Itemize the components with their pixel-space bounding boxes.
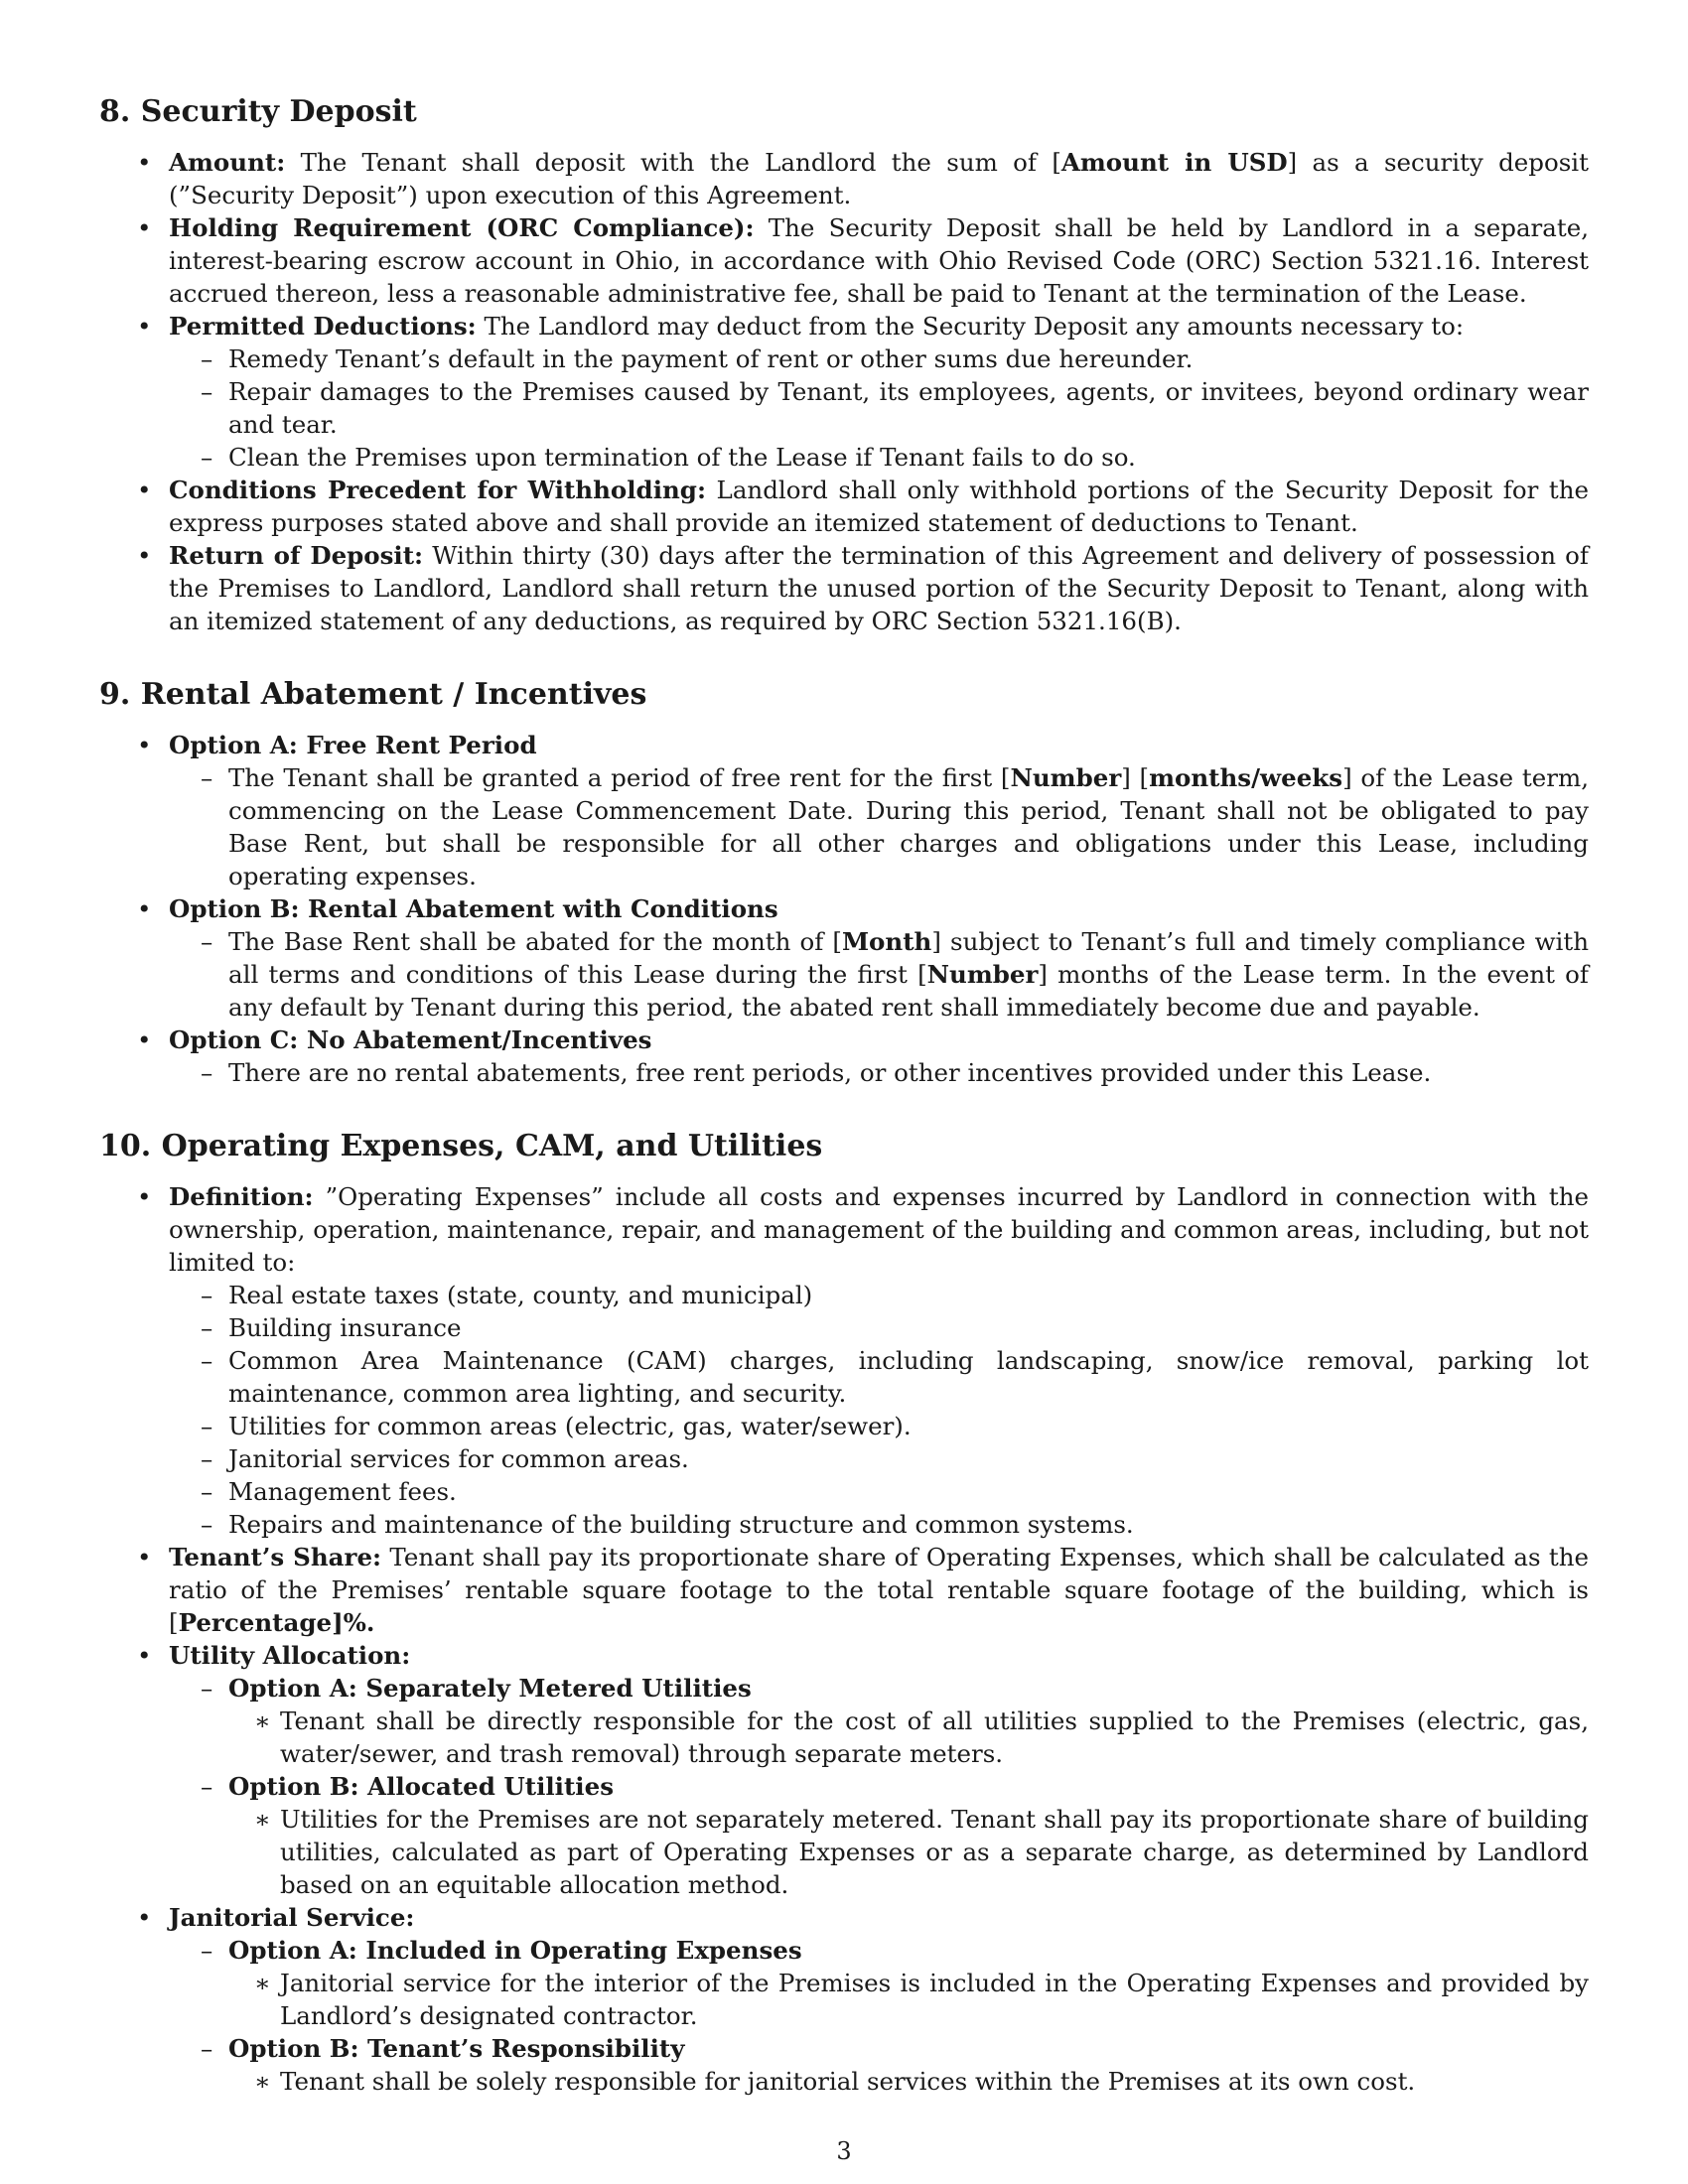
bullet-list — [99, 729, 1589, 1089]
list-item: – Real estate taxes (state, county, and municipal) — [169, 1279, 1589, 1311]
list-item: – Option B: Allocated Utilities ∗ Utilities for the Premises are not separately metered. Tenant shall pay its proportionate share of building utilities, calculated as part of Operating Expenses or as a separate charge, as determined by Landlord based on an equitable allocation method. — [169, 1770, 1589, 1901]
list-item: • Conditions Precedent for Withholding: Landlord shall only withhold portions of the Security Deposit for the express purposes stated above and shall provide an itemized statement of deductions to Tenant. — [99, 474, 1589, 539]
sub-list — [169, 1279, 1589, 1541]
list-item: • Definition: ”Operating Expenses” include all costs and expenses incurred by Landlord in connection with the ownership, operation, maintenance, repair, and management of the building and common areas, including, but not limited to: – Real estate taxes (state, county, and municipal) – Building insurance – Common Area Maintenance (CAM) charges, including landscaping, snow/ice removal, parking lot maintenance, common area lighting, and security. – Utilities for common areas (electric, gas, water/sewer). – Janitorial services for common areas. – Management fees. – Repairs and maintenance of the building structure and common systems. — [99, 1180, 1589, 1541]
sub-sub-list — [228, 1967, 1589, 2032]
section-title: 8. Security Deposit — [99, 94, 417, 129]
document-page — [99, 94, 1589, 2137]
list-item: – Management fees. — [169, 1475, 1589, 1508]
section-security-deposit — [99, 94, 1589, 637]
list-item: – Utilities for common areas (electric, gas, water/sewer). — [169, 1410, 1589, 1442]
list-item: • Janitorial Service: – Option A: Included in Operating Expenses ∗ Janitorial service for the interior of the Premises is included in the Operating Expenses and provided by Landlord’s designated contractor. – Option B: Tenant’s Responsibility ∗ Tenant shall be solely responsible for janitorial services within the Premises at its own cost. — [99, 1901, 1589, 2098]
list-item: – The Tenant shall be granted a period of free rent for the first [Number] [months/weeks] of the Lease term, commencing on the Lease Commencement Date. During this period, Tenant shall not be obligated to pay Base Rent, but shall be responsible for all other charges and obligations under this Lease, including operating expenses. — [169, 761, 1589, 892]
list-item: – Janitorial services for common areas. — [169, 1442, 1589, 1475]
list-item: • Return of Deposit: Within thirty (30) days after the termination of this Agreement and delivery of possession of the Premises to Landlord, Landlord shall return the unused portion of the Security Deposit to Tenant, along with an itemized statement of any deductions, as required by ORC Section 5321.16(B). — [99, 539, 1589, 637]
list-item: ∗ Janitorial service for the interior of the Premises is included in the Operating Expenses and provided by Landlord’s designated contractor. — [228, 1967, 1589, 2032]
sub-list — [169, 342, 1589, 474]
sub-sub-list — [228, 1705, 1589, 1770]
list-item: ∗ Utilities for the Premises are not separately metered. Tenant shall pay its proportionate share of building utilities, calculated as part of Operating Expenses or as a separate charge, as determined by Landlord based on an equitable allocation method. — [228, 1803, 1589, 1901]
list-item: – Remedy Tenant’s default in the payment of rent or other sums due hereunder. — [169, 342, 1589, 375]
sub-list — [169, 1672, 1589, 1901]
bullet-list — [99, 146, 1589, 637]
list-item: • Permitted Deductions: The Landlord may deduct from the Security Deposit any amounts necessary to: – Remedy Tenant’s default in the payment of rent or other sums due hereunder. – Repair damages to the Premises caused by Tenant, its employees, agents, or invitees, beyond ordinary wear and tear. – Clean the Premises upon termination of the Lease if Tenant fails to do so. — [99, 310, 1589, 474]
list-item: – Repair damages to the Premises caused by Tenant, its employees, agents, or invitees, beyond ordinary wear and tear. — [169, 375, 1589, 441]
sub-sub-list — [228, 1803, 1589, 1901]
list-item: – Building insurance — [169, 1311, 1589, 1344]
list-item: • Option C: No Abatement/Incentives – There are no rental abatements, free rent periods, or other incentives provided under this Lease. — [99, 1024, 1589, 1089]
list-item: ∗ Tenant shall be directly responsible for the cost of all utilities supplied to the Premises (electric, gas, water/sewer, and trash removal) through separate meters. — [228, 1705, 1589, 1770]
list-item: – Clean the Premises upon termination of the Lease if Tenant fails to do so. — [169, 441, 1589, 474]
sub-list — [169, 1934, 1589, 2098]
sub-list — [169, 925, 1589, 1024]
list-item: • Option B: Rental Abatement with Conditions – The Base Rent shall be abated for the month of [Month] subject to Tenant’s full and timely compliance with all terms and conditions of this Lease during the first [Number] months of the Lease term. In the event of any default by Tenant during this period, the abated rent shall immediately become due and payable. — [99, 892, 1589, 1024]
list-item: • Amount: The Tenant shall deposit with the Landlord the sum of [Amount in USD] as a security deposit (”Security Deposit”) upon execution of this Agreement. — [99, 146, 1589, 211]
page-number: 3 — [836, 2137, 852, 2165]
list-item: • Option A: Free Rent Period – The Tenant shall be granted a period of free rent for the first [Number] [months/weeks] of the Lease term, commencing on the Lease Commencement Date. During this period, Tenant shall not be obligated to pay Base Rent, but shall be responsible for all other charges and obligations under this Lease, including operating expenses. — [99, 729, 1589, 892]
list-item: – There are no rental abatements, free rent periods, or other incentives provided under this Lease. — [169, 1056, 1589, 1089]
list-item: – Common Area Maintenance (CAM) charges, including landscaping, snow/ice removal, parking lot maintenance, common area lighting, and security. — [169, 1344, 1589, 1410]
list-item: – The Base Rent shall be abated for the month of [Month] subject to Tenant’s full and timely compliance with all terms and conditions of this Lease during the first [Number] months of the Lease term. In the event of any default by Tenant during this period, the abated rent shall immediately become due and payable. — [169, 925, 1589, 1024]
sub-sub-list — [228, 2065, 1589, 2098]
section-title: 9. Rental Abatement / Incentives — [99, 677, 647, 712]
list-item: • Utility Allocation: – Option A: Separately Metered Utilities ∗ Tenant shall be directly responsible for the cost of all utilities supplied to the Premises (electric, gas, water/sewer, and trash removal) through separate meters. – Option B: Allocated Utilities ∗ Utilities for the Premises are not separately metered. Tenant shall pay its proportionate share of building utilities, calculated as part of Operating Expenses or as a separate charge, as determined by Landlord based on an equitable allocation method. — [99, 1639, 1589, 1901]
list-item: – Repairs and maintenance of the building structure and common systems. — [169, 1508, 1589, 1541]
list-item: • Tenant’s Share: Tenant shall pay its proportionate share of Operating Expenses, which shall be calculated as the ratio of the Premises’ rentable square footage to the total rentable square footage of the building, which is [Percentage]%. — [99, 1541, 1589, 1639]
sub-list — [169, 761, 1589, 892]
list-item: ∗ Tenant shall be solely responsible for janitorial services within the Premises at its own cost. — [228, 2065, 1589, 2098]
section-title: 10. Operating Expenses, CAM, and Utilities — [99, 1129, 823, 1163]
list-item: – Option A: Included in Operating Expenses ∗ Janitorial service for the interior of the Premises is included in the Operating Expenses and provided by Landlord’s designated contractor. — [169, 1934, 1589, 2032]
bullet-list — [99, 1180, 1589, 2098]
section-rental-abatement — [99, 677, 1589, 1089]
list-item: • Holding Requirement (ORC Compliance): The Security Deposit shall be held by Landlord in a separate, interest-bearing escrow account in Ohio, in accordance with Ohio Revised Code (ORC) Section 5321.16. Interest accrued thereon, less a reasonable administrative fee, shall be paid to Tenant at the termination of the Lease. — [99, 211, 1589, 310]
list-item: – Option A: Separately Metered Utilities ∗ Tenant shall be directly responsible for the cost of all utilities supplied to the Premises (electric, gas, water/sewer, and trash removal) through separate meters. — [169, 1672, 1589, 1770]
section-operating-expenses — [99, 1129, 1589, 2098]
list-item: – Option B: Tenant’s Responsibility ∗ Tenant shall be solely responsible for janitorial services within the Premises at its own cost. — [169, 2032, 1589, 2098]
sub-list — [169, 1056, 1589, 1089]
